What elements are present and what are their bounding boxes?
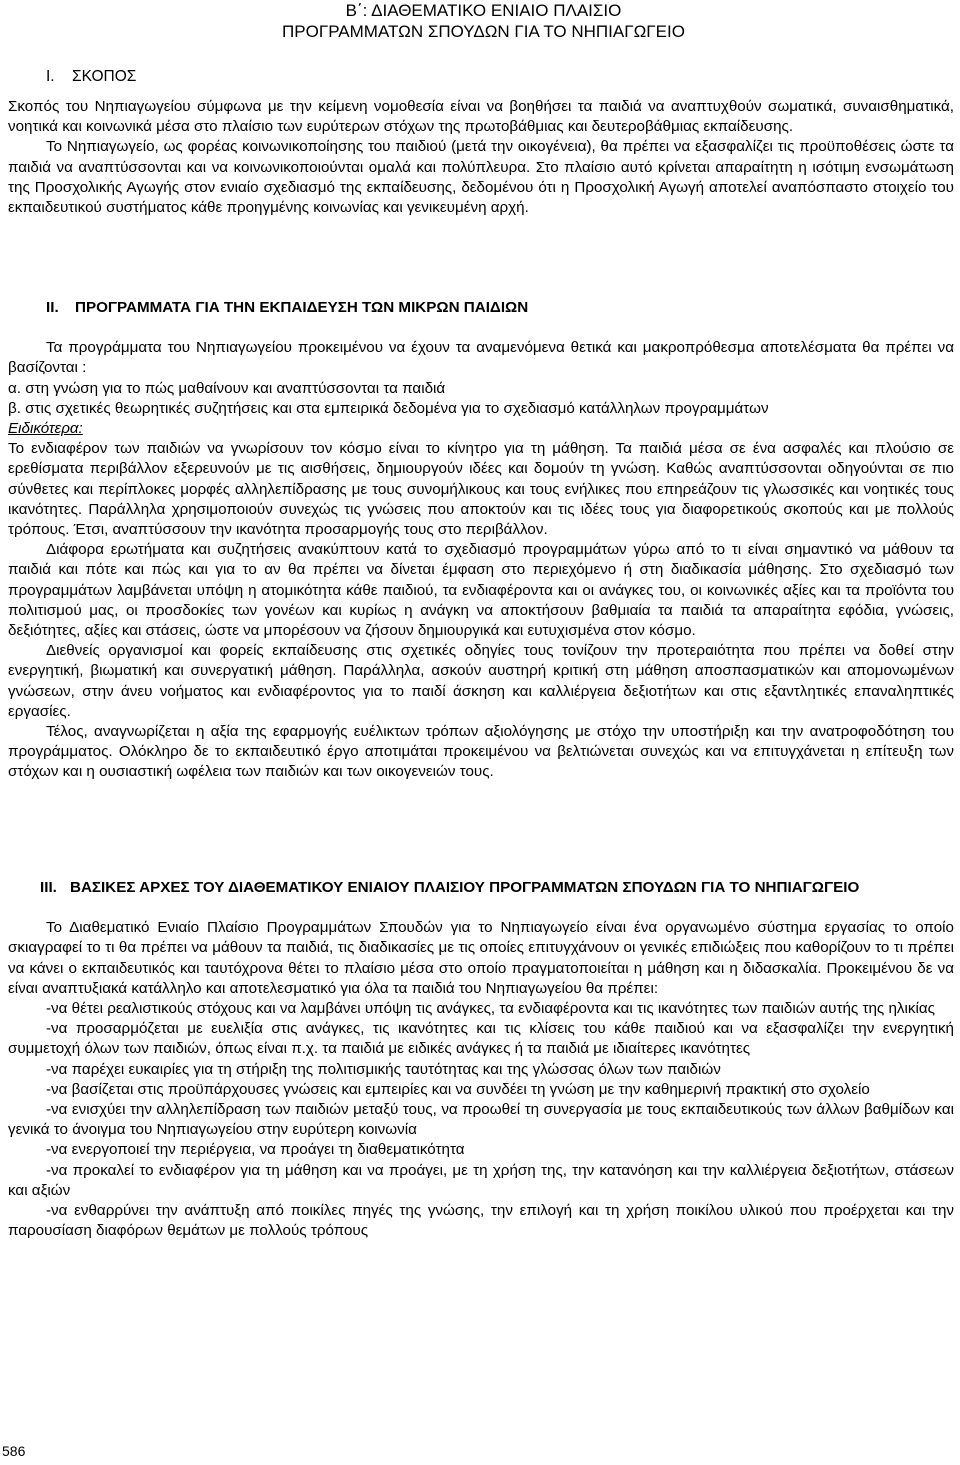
principle-item: -να προσαρμόζεται με ευελιξία στις ανάγκες, τις ικανότητες και τις κλίσεις του κάθε παιδιού και να εξασφαλίζει την ενεργητική συμμετοχή όλων των παιδιών, όπως είναι π.χ. τα παιδιά με ειδικές ανάγκες ή τα παιδιά με ιδιαίτερες ικανότητες [8,1020,954,1058]
section-2-title: ΠΡΟΓΡΑΜΜΑΤΑ ΓΙΑ ΤΗΝ ΕΚΠΑΙΔΕΥΣΗ ΤΩΝ ΜΙΚΡΩΝ ΠΑΙΔΙΩΝ [75,299,529,316]
section-2 [8,298,954,783]
section-2-item-a: α. στη γνώση για το πώς μαθαίνουν και αναπτύσσονται τα παιδιά [8,379,446,397]
document-title [8,0,954,42]
principle-item: -να παρέχει ευκαιρίες για τη στήριξη της πολιτισμικής ταυτότητας και της γλώσσας όλων των παιδιών [46,1060,721,1078]
section-3 [8,878,954,1241]
principle-item: -να ενισχύει την αλληλεπίδραση των παιδιών μεταξύ τους, να προωθεί τη συνεργασία με τους εκπαιδευτικούς των άλλων βαθμίδων και γενικά το άνοιγμα του Νηπιαγωγείου στην ευρύτερη κοινωνία [8,1101,954,1139]
section-2-paragraph-1: Το ενδιαφέρον των παιδιών να γνωρίσουν τον κόσμο είναι το κίνητρο για τη μάθηση. Τα παιδιά μέσα σε ένα ασφαλές και πλούσιο σε ερεθίσματα περιβάλλον εξερευνούν με τις αισθήσεις, δημιουργούν ιδέες και δομούν τη γνώση. Καθώς αναπτύσσονται οδηγούνται σε πιο σύνθετες και περίπλοκες μορφές αλληλεπίδρασης με τους συνομήλικους και τους ενήλικες που επηρεάζουν τις γλωσσικές και νοητικές τους ικανότητες. Παράλληλα χρησιμοποιούν συνεχώς τις γνώσεις που αποκτούν και τις ιδέες τους για διαφορετικούς σκοπούς και με πολλούς τρόπους. Έτσι, αναπτύσσουν την ικανότητα προσαρμογής τους στο περιβάλλον. [8,440,954,539]
section-2-number: II. [46,299,59,316]
section-2-paragraph-3: Διεθνείς οργανισμοί και φορείς εκπαίδευσης στις σχετικές οδηγίες τους τονίζουν την προτεραιότητα που πρέπει να δοθεί στην ενεργητική, βιωματική και συνεργατική μάθηση. Παράλληλα, ασκούν αυστηρή κριτική στη μάθηση αποσπασματικών και απομονωμένων γνώσεων, στην άνευ νοήματος και ενδιαφέροντος για το παιδί άσκηση και καλλιέργεια δεξιοτήτων και στις εξαντλητικές επαναληπτικές εργασίες. [8,642,954,720]
principle-item: -να ενεργοποιεί την περιέργεια, να προάγει τη διαθεματικότητα [46,1141,465,1159]
document-page [8,0,954,1240]
section-3-title: ΒΑΣΙΚΕΣ ΑΡΧΕΣ ΤΟΥ ΔΙΑΘΕΜΑΤΙΚΟΥ ΕΝΙΑΙΟΥ ΠΛΑΙΣΙΟΥ ΠΡΟΓΡΑΜΜΑΤΩΝ ΣΠΟΥΔΩΝ ΓΙΑ ΤΟ ΝΗΠΙΑΓΩΓΕΙΟ [70,879,860,896]
section-2-intro: Τα προγράμματα του Νηπιαγωγείου προκειμένου να έχουν τα αναμενόμενα θετικά και μακροπρόθεσμα αποτελέσματα θα πρέπει να βασίζονται : [8,339,954,377]
section-1-heading [46,68,136,86]
section-1-paragraph-1: Σκοπός του Νηπιαγωγείου σύμφωνα με την κείμενη νομοθεσία είναι να βοηθήσει τα παιδιά να αναπτυχθούν σωματικά, συναισθηματικά, νοητικά και κοινωνικά μέσα στο πλαίσιο των ευρύτερων στόχων της πρωτοβάθμιας και δευτεροβάθμιας εκπαίδευσης. [8,98,954,136]
title-line-1: Β΄: ΔΙΑΘΕΜΑΤΙΚΟ ΕΝΙΑΙΟ ΠΛΑΙΣΙΟ [345,1,622,20]
section-1-number: I. [46,68,55,85]
principle-item: -να θέτει ρεαλιστικούς στόχους και να λαμβάνει υπόψη τις ανάγκες, τα ενδιαφέροντα και τις ικανότητες των παιδιών αυτής της ηλικίας [46,1000,935,1018]
section-3-intro: Το Διαθεματικό Ενιαίο Πλαίσιο Προγραμμάτων Σπουδών για το Νηπιαγωγείο είναι ένα οργανωμένο σύστημα εργασίας το οποίο σκιαγραφεί το τι θα πρέπει να μάθουν τα παιδιά, τις διαδικασίες με τις οποίες επιτυγχάνουν οι γενικές επιδιώξεις που καθορίζουν το τι πρέπει να κάνει ο εκπαιδευτικός και ταυτόχρονα θέτει το πλαίσιο μέσα στο οποίο πραγματοποιείται η μάθηση και η διδασκαλία. Προκειμένου δε να είναι αναπτυξιακά κατάλληλο και αποτελεσματικό για όλα τα παιδιά του Νηπιαγωγείου θα πρέπει: [8,919,954,997]
principle-item: -να βασίζεται στις προϋπάρχουσες γνώσεις και εμπειρίες και να συνδέει τη γνώση με την καθημερινή πρακτική στο σχολείο [46,1080,870,1098]
section-1-title: ΣΚΟΠΟΣ [72,68,137,85]
title-line-2: ΠΡΟΓΡΑΜΜΑΤΩΝ ΣΠΟΥΔΩΝ ΓΙΑ ΤΟ ΝΗΠΙΑΓΩΓΕΙΟ [282,22,685,41]
section-2-paragraph-2: Διάφορα ερωτήματα και συζητήσεις ανακύπτουν κατά το σχεδιασμό προγραμμάτων γύρω από το τι είναι σημαντικό να μάθουν τα παιδιά και πότε και πώς και για το αν θα πρέπει να δίνεται έμφαση στο περιεχόμενο ή στη διαδικασία μάθησης. Στο σχεδιασμό των προγραμμάτων λαμβάνεται υπόψη η ατομικότητα κάθε παιδιού, τα ενδιαφέροντα και οι ανάγκες του, οι κοινωνικές αξίες και τα προϊόντα του πολιτισμού μας, οι προσδοκίες των γονέων και κυρίως η ανάγκη να αποκτήσουν βαθμιαία τα παιδιά τα απαραίτητα εφόδια, γνώσεις, δεξιότητες, αξίες και στάσεις, ώστε να μπορέσουν να ζήσουν δημιουργικά και ευτυχισμένα στον κόσμο. [8,541,954,640]
section-3-number: III. [40,879,57,896]
page-number: 586 [2,1443,26,1459]
section-1-paragraph-2: Το Νηπιαγωγείο, ως φορέας κοινωνικοποίησης του παιδιού (μετά την οικογένεια), θα πρέπει να εξασφαλίζει τις προϋποθέσεις ώστε τα παιδιά να αναπτύσσονται και να κοινωνικοποιούνται ομαλά και πολύπλευρα. Στο πλαίσιο αυτό κρίνεται απαραίτητη η ισότιμη ενσωμάτωση της Προσχολικής Αγωγής στον ενιαίο σχεδιασμό της εκπαίδευσης, δεδομένου ότι η Προσχολική Αγωγή αποτελεί αναπόσπαστο στοιχείο του εκπαιδευτικού συστήματος κάθε προηγμένης κοινωνίας και γενικευμένη αρχή. [8,138,954,217]
section-2-heading [8,298,954,318]
specifically-label: Ειδικότερα: [8,420,83,438]
section-3-heading [8,878,954,898]
principle-item: -να ενθαρρύνει την ανάπτυξη από ποικίλες πηγές της γνώσης, την επιλογή και τη χρήση ποικίλου υλικού που προέρχεται και την παρουσίαση διαφόρων θεμάτων με πολλούς τρόπους [8,1202,954,1240]
principle-item: -να προκαλεί το ενδιαφέρον για τη μάθηση και να προάγει, με τη χρήση της, την κατανόηση και την καλλιέργεια δεξιοτήτων, στάσεων και αξιών [8,1161,954,1199]
section-2-paragraph-4: Τέλος, αναγνωρίζεται η αξία της εφαρμογής ευέλικτων τρόπων αξιολόγησης με στόχο την υποστήριξη και την ανατροφοδότηση του προγράμματος. Ολόκληρο δε το εκπαιδευτικό έργο αποτιμάται προκειμένου να βελτιώνεται συνεχώς και να επιτυγχάνεται η επίτευξη των στόχων και η ουσιαστική ωφέλεια των παιδιών και των οικογενειών τους. [8,723,954,781]
section-1-body [8,97,954,218]
section-2-item-b: β. στις σχετικές θεωρητικές συζητήσεις και στα εμπειρικά δεδομένα για το σχεδιασμό κατάλληλων προγραμμάτων [8,399,769,417]
